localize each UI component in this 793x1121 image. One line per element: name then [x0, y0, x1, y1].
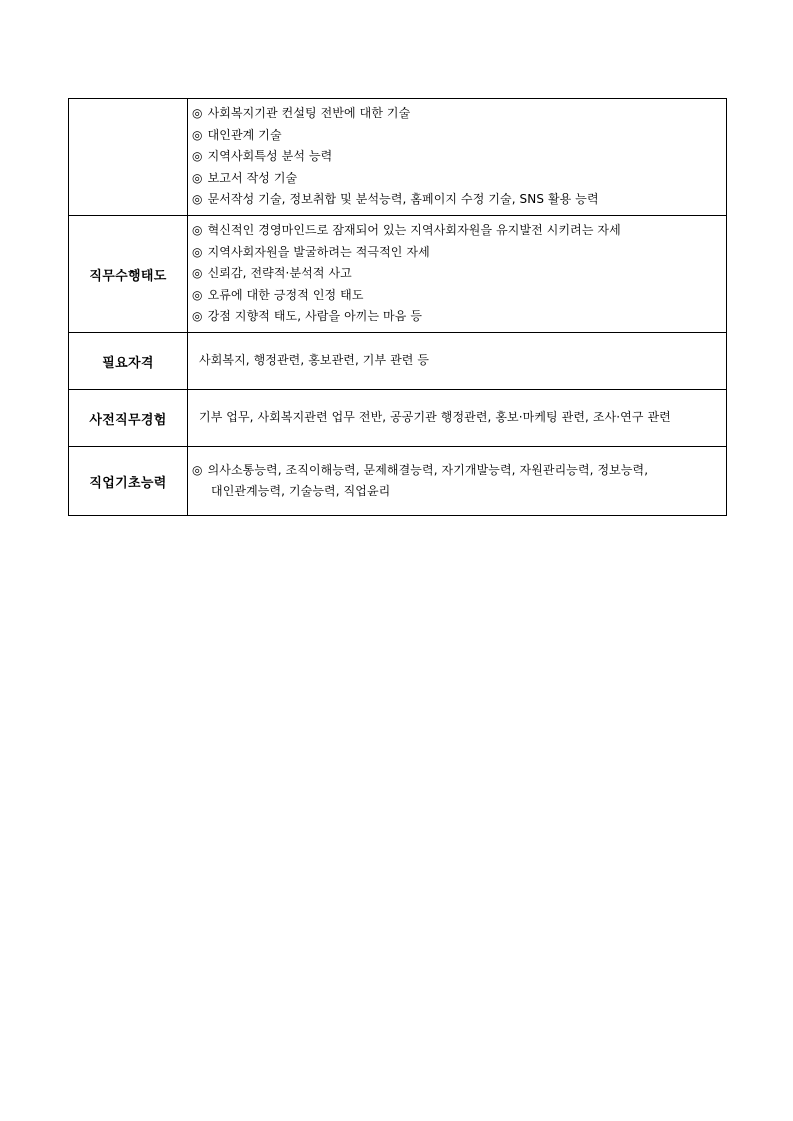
double-circle-bullet-icon: ◎ [192, 309, 203, 324]
list-item-text: 문서작성 기술, 정보취합 및 분석능력, 홈페이지 수정 기술, SNS 활용 능력 [207, 192, 599, 207]
prior-experience-text: 기부 업무, 사회복지관련 업무 전반, 공공기관 행정관련, 홍보·마케팅 관련, 조사·연구 관련 [199, 410, 671, 425]
prior-experience-cell [188, 390, 727, 447]
list-item [192, 189, 726, 210]
list-item [192, 146, 726, 167]
table-row-prior-experience [69, 390, 727, 447]
row-heading-prior-experience: 사전직무경험 [69, 390, 188, 447]
row-heading-required-qualifications: 필요자격 [69, 333, 188, 390]
list-item [192, 460, 726, 481]
table-row-skills [69, 99, 727, 216]
double-circle-bullet-icon: ◎ [192, 287, 203, 302]
list-item-text: 강점 지향적 태도, 사람을 아끼는 마음 등 [207, 309, 423, 324]
list-item-continuation: 대인관계능력, 기술능력, 직업윤리 [211, 484, 391, 498]
list-item-text: 신뢰감, 전략적·분석적 사고 [207, 266, 352, 281]
required-qualifications-text: 사회복지, 행정관련, 홍보관련, 기부 관련 등 [199, 353, 430, 368]
double-circle-bullet-icon: ◎ [192, 106, 203, 121]
list-item [192, 220, 726, 241]
double-circle-bullet-icon: ◎ [192, 149, 203, 164]
table-row-required-qualifications [69, 333, 727, 390]
list-item [192, 242, 726, 263]
double-circle-bullet-icon: ◎ [192, 223, 203, 238]
list-item [192, 306, 726, 327]
list-item-text: 지역사회자원을 발굴하려는 적극적인 자세 [207, 244, 430, 259]
double-circle-bullet-icon: ◎ [192, 244, 203, 259]
table-row-basic-competencies [69, 447, 727, 516]
required-qualifications-cell [188, 333, 727, 390]
double-circle-bullet-icon: ◎ [192, 192, 203, 207]
double-circle-bullet-icon: ◎ [192, 266, 203, 281]
list-item-text: 혁신적인 경영마인드로 잠재되어 있는 지역사회자원을 유지발전 시키려는 자세 [207, 223, 621, 238]
table-row-job-attitude [69, 216, 727, 333]
list-item-text: 대인관계 기술 [207, 127, 282, 142]
list-item [192, 285, 726, 306]
list-item [192, 125, 726, 146]
list-item [192, 103, 726, 124]
list-item-text: 지역사회특성 분석 능력 [207, 149, 333, 164]
double-circle-bullet-icon: ◎ [192, 462, 203, 477]
list-item-text: 오류에 대한 긍정적 인정 태도 [207, 287, 364, 302]
basic-competencies-cell [188, 447, 727, 516]
list-item [192, 168, 726, 189]
double-circle-bullet-icon: ◎ [192, 127, 203, 142]
row-heading-job-attitude: 직무수행태도 [69, 216, 188, 333]
job-attitude-list [188, 216, 727, 333]
double-circle-bullet-icon: ◎ [192, 170, 203, 185]
list-item [192, 263, 726, 284]
list-item-text: 의사소통능력, 조직이해능력, 문제해결능력, 자기개발능력, 자원관리능력, 정보능력, [207, 462, 649, 477]
job-description-table [68, 98, 727, 516]
list-item-text: 보고서 작성 기술 [207, 170, 298, 185]
row-heading-basic-competencies: 직업기초능력 [69, 447, 188, 516]
skills-list [188, 99, 727, 216]
list-item-text: 사회복지기관 컨설팅 전반에 대한 기술 [207, 106, 411, 121]
row-heading-skills [69, 99, 188, 216]
